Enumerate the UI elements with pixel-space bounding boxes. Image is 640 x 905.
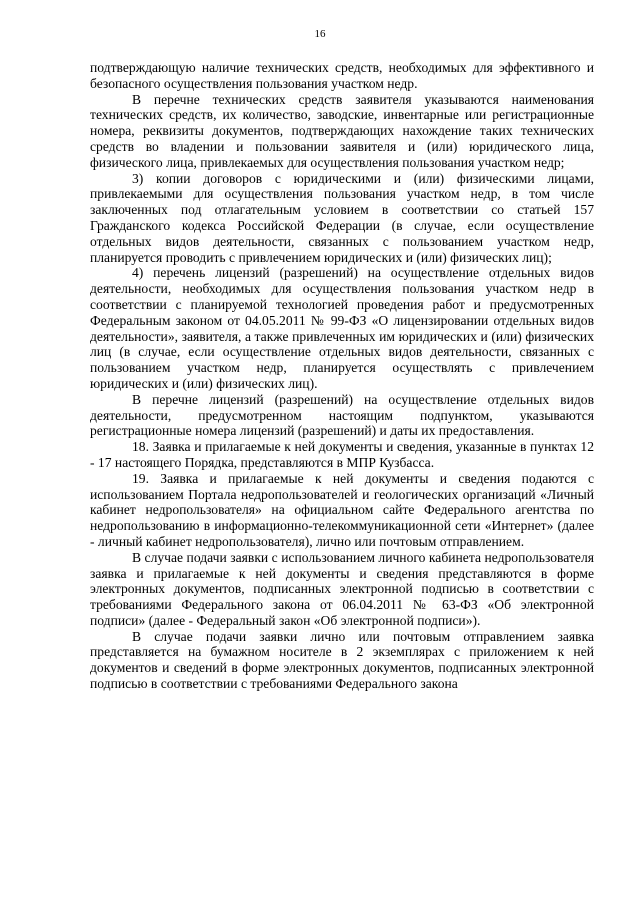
document-body bbox=[90, 60, 594, 692]
paragraph-item-4-licenses: 4) перечень лицензий (разрешений) на осуществление отдельных видов деятельности, необходимых для осуществления пользования участком недр в соответствии с планируемой технологией проведения работ и предусмотренных Федеральным законом от 04.05.2011 № 99-ФЗ «О лицензировании отдельных видов деятельности», заявителя, а также привлеченных им юридических и (или) физических лиц (в случае, если осуществление отдельных видов деятельности, связанных с пользованием участком недр, планируется осуществлять с привлечением юридических и (или) физических лиц). bbox=[90, 265, 594, 391]
paragraph-continuation: подтверждающую наличие технических средств, необходимых для эффективного и безопасного осуществления пользования участком недр. bbox=[90, 60, 594, 91]
paragraph-license-list: В перечне лицензий (разрешений) на осуществление отдельных видов деятельности, предусмотренном настоящим подпунктом, указываются регистрационные номера лицензий (разрешений) и даты их предоставления. bbox=[90, 391, 594, 439]
paragraph-tech-means-list: В перечне технических средств заявителя указываются наименования технических средств, их количество, заводские, инвентарные или регистрационные номера, реквизиты документов, подтверждающих нахождение таких технических средств во владении и пользовании заявителя и (или) юридического лица, физического лица, привлекаемых для осуществления пользования участком недр; bbox=[90, 91, 594, 170]
paragraph-electronic-submission: В случае подачи заявки с использованием личного кабинета недропользователя заявка и прилагаемые к ней документы и сведения представляются в форме электронных документов, подписанных электронной подписью в соответствии с требованиями Федерального закона от 06.04.2011 № 63-ФЗ «Об электронной подписи» (далее - Федеральный закон «Об электронной подписи»). bbox=[90, 549, 594, 628]
paragraph-clause-18: 18. Заявка и прилагаемые к ней документы и сведения, указанные в пунктах 12 - 17 настоящего Порядка, представляются в МПР Кузбасса. bbox=[90, 439, 594, 470]
paragraph-clause-19: 19. Заявка и прилагаемые к ней документы и сведения подаются с использованием Портала недропользователей и геологических организаций «Личный кабинет недропользователя» на официальном сайте Федерального агентства по недропользованию в информационно-телекоммуникационной сети «Интернет» (далее - личный кабинет недропользователя), лично или почтовым отправлением. bbox=[90, 470, 594, 549]
page-number: 16 bbox=[314, 28, 326, 40]
paragraph-paper-submission: В случае подачи заявки лично или почтовым отправлением заявка представляется на бумажном носителе в 2 экземплярах с приложением к ней документов и сведений в форме электронных документов, подписанных электронной подписью в соответствии с требованиями Федерального закона bbox=[90, 628, 594, 692]
paragraph-item-3-contracts: 3) копии договоров с юридическими и (или) физическими лицами, привлекаемыми для осуществления пользования участком недр, в том числе заключенных под отлагательным условием в соответствии со статьей 157 Гражданского кодекса Российской Федерации (в случае, если осуществление отдельных видов деятельности, связанных с пользованием участком недр, планируется проводить с привлечением юридических и (или) физических лиц); bbox=[90, 170, 594, 265]
